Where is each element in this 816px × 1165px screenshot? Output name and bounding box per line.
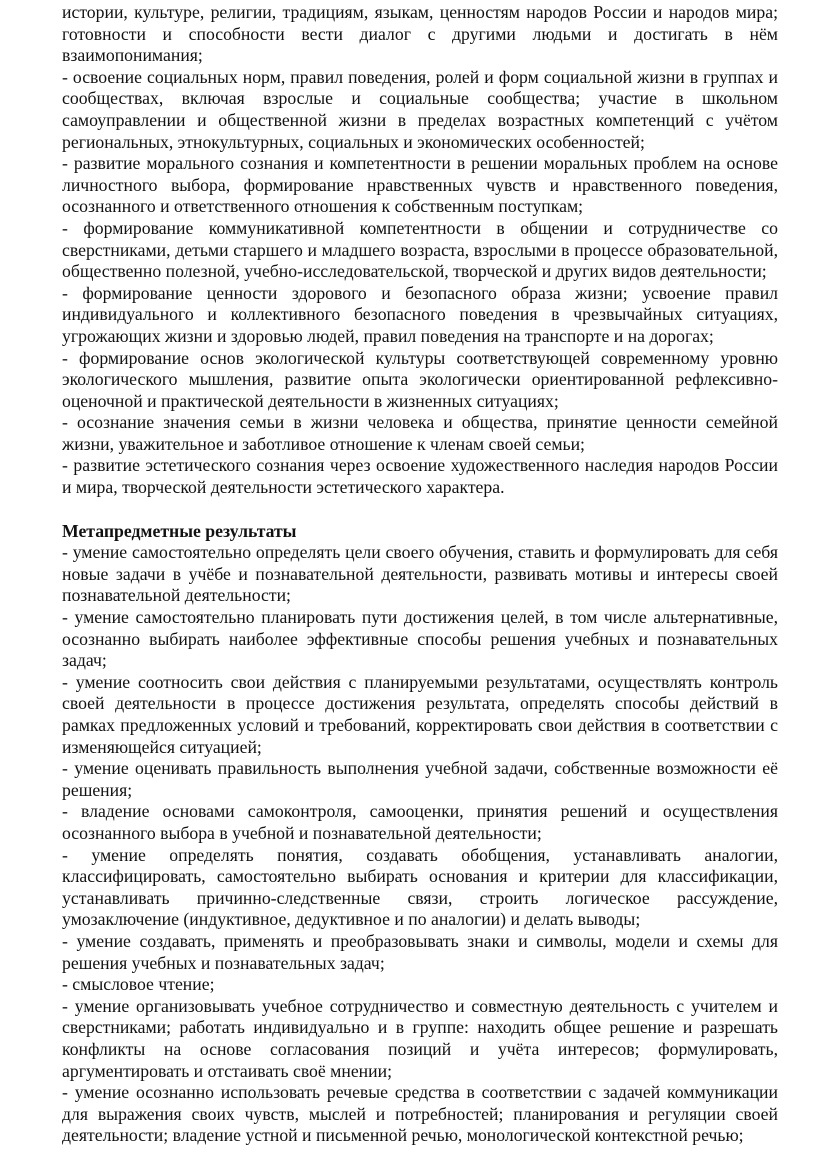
paragraph: - умение соотносить свои действия с планируемыми результатами, осуществлять контроль своей деятельности в процессе достижения результата, определять способы действий в рамках предложенных условий и требований, корректировать свои действия в соответствии с изменяющейся ситуацией;	[62, 671, 778, 757]
paragraph: - умение самостоятельно определять цели своего обучения, ставить и формулировать для себя новые задачи в учёбе и познавательной деятельности, развивать мотивы и интересы своей познавательной деятельности;	[62, 542, 778, 606]
paragraph: - развитие морального сознания и компетентности в решении моральных проблем на основе личностного выбора, формирование нравственных чувств и нравственного поведения, осознанного и ответственного отношения к собственным поступкам;	[62, 153, 778, 217]
paragraph: - формирование ценности здорового и безопасного образа жизни; усвоение правил индивидуального и коллективного безопасного поведения в чрезвычайных ситуациях, угрожающих жизни и здоровью людей, правил поведения на транспорте и на дорогах;	[62, 282, 778, 346]
section-heading: Метапредметные результаты	[62, 520, 297, 541]
paragraph: - формирование основ экологической культуры соответствующей современному уровню экологического мышления, развитие опыта экологически ориентированной рефлексивно-оценочной и практической деятельности в жизненных ситуациях;	[62, 347, 778, 411]
paragraph: - владение основами самоконтроля, самооценки, принятия решений и осуществления осознанного выбора в учебной и познавательной деятельности;	[62, 801, 778, 843]
personal-results-section	[62, 2, 778, 499]
paragraph: - освоение социальных норм, правил поведения, ролей и форм социальной жизни в группах и сообществах, включая взрослые и социальные сообщества; участие в школьном самоуправлении и общественной жизни в пределах возрастных компетенций с учётом региональных, этнокультурных, социальных и экономических особенностей;	[62, 66, 778, 152]
paragraph: - умение создавать, применять и преобразовывать знаки и символы, модели и схемы для решения учебных и познавательных задач;	[62, 930, 778, 973]
paragraph: - умение определять понятия, создавать обобщения, устанавливать аналогии, классифицировать, самостоятельно выбирать основания и критерии для классификации, устанавливать причинно-следственные связи, строить логическое рассуждение, умозаключение (индуктивное, дедуктивное и по аналогии) и делать выводы;	[62, 844, 778, 930]
paragraph: - развитие эстетического сознания через освоение художественного наследия народов России и мира, творческой деятельности эстетического характера.	[62, 455, 778, 498]
paragraph: - смысловое чтение;	[62, 974, 215, 995]
paragraph: - умение осознанно использовать речевые средства в соответствии с задачей коммуникации для выражения своих чувств, мыслей и потребностей; планирования и регуляции своей деятельности; владение устной и письменной речью, монологической контекстной речью;	[62, 1082, 778, 1146]
paragraph: - умение оценивать правильность выполнения учебной задачи, собственные возможности её решения;	[62, 758, 778, 800]
paragraph: - умение организовывать учебное сотрудничество и совместную деятельность с учителем и сверстниками; работать индивидуально и в группе: находить общее решение и разрешать конфликты на основе согласования позиций и учёта интересов; формулировать, аргументировать и отстаивать своё мнении;	[62, 995, 778, 1081]
paragraph: - умение самостоятельно планировать пути достижения целей, в том числе альтернативные, осознанно выбирать наиболее эффективные способы решения учебных и познавательных задач;	[62, 607, 778, 671]
paragraph: - формирование коммуникативной компетентности в общении и сотрудничестве со сверстниками, детьми старшего и младшего возраста, взрослыми в процессе образовательной, общественно полезной, учебно-исследовательской, творческой и других видов деятельности;	[62, 217, 778, 282]
paragraph: истории, культуре, религии, традициям, языкам, ценностям народов России и народов мира; готовности и способности вести диалог с другими людьми и достигать в нём взаимопонимания;	[62, 2, 778, 66]
meta-results-section	[62, 542, 778, 1147]
paragraph: - осознание значения семьи в жизни человека и общества, принятие ценности семейной жизни, уважительное и заботливое отношение к членам своей семьи;	[62, 412, 778, 454]
section-spacer	[62, 499, 778, 521]
